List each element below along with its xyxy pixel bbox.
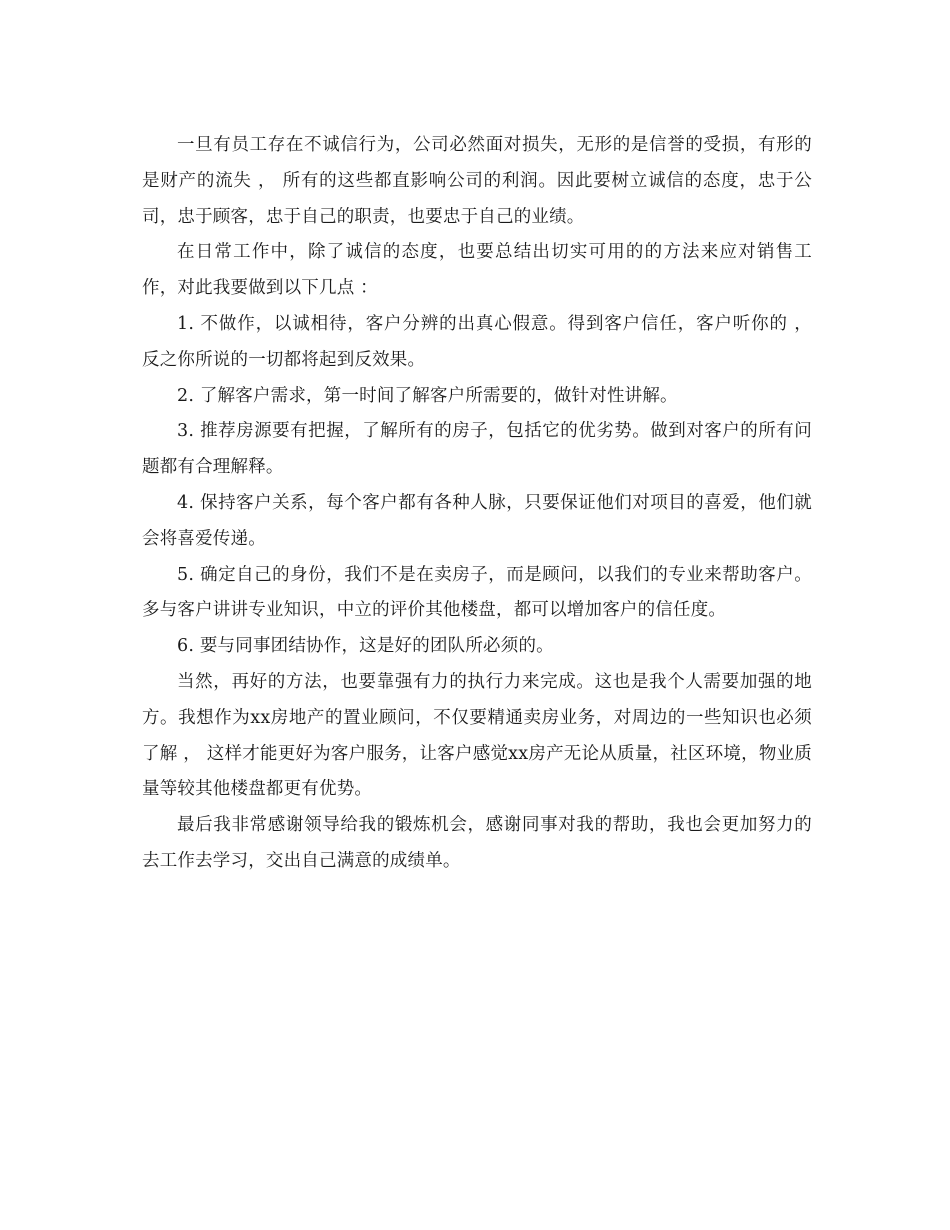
list-item-2: 2. 了解客户需求，第一时间了解客户所需要的，做针对性讲解。 xyxy=(177,385,678,406)
list-item-5: 5. 确定自己的身份，我们不是在卖房子，而是顾问，以我们的专业来帮助客户。多与客户讲讲专业知识，中立的评价其他楼盘，都可以增加客户的信任度。 xyxy=(142,564,812,621)
document-body xyxy=(142,128,812,880)
paragraph-methods-intro: 在日常工作中，除了诚信的态度，也要总结出切实可用的的方法来应对销售工作，对此我要做到以下几点 ： xyxy=(142,242,812,299)
paragraph-integrity: 一旦有员工存在不诚信行为，公司必然面对损失，无形的是信誉的受损，有形的是财产的流失 ， 所有的这些都直影响公司的利润。因此要树立诚信的态度，忠于公司，忠于顾客，忠于自己的职责，也要忠于自己的业绩。 xyxy=(142,135,812,227)
list-item-1: 1. 不做作，以诚相待，客户分辨的出真心假意。得到客户信任，客户听你的 ， 反之你所说的一切都将起到反效果。 xyxy=(142,313,812,370)
list-item-3: 3. 推荐房源要有把握，了解所有的房子，包括它的优劣势。做到对客户的所有问题都有合理解释。 xyxy=(142,421,812,478)
paragraph-execution: 当然，再好的方法，也要靠强有力的执行力来完成。这也是我个人需要加强的地方。我想作为xx房地产的置业顾问，不仅要精通卖房业务，对周边的一些知识也必须了解 ， 这样才能更好为客户服务，让客户感觉xx房产无论从质量，社区环境，物业质量等较其他楼盘都更有优势。 xyxy=(142,671,812,800)
list-item-4: 4. 保持客户关系，每个客户都有各种人脉，只要保证他们对项目的喜爱，他们就会将喜爱传递。 xyxy=(142,492,812,549)
list-item-6: 6. 要与同事团结协作，这是好的团队所必须的。 xyxy=(177,636,554,657)
paragraph-closing: 最后我非常感谢领导给我的锻炼机会，感谢同事对我的帮助，我也会更加努力的去工作去学习，交出自己满意的成绩单。 xyxy=(142,815,812,871)
